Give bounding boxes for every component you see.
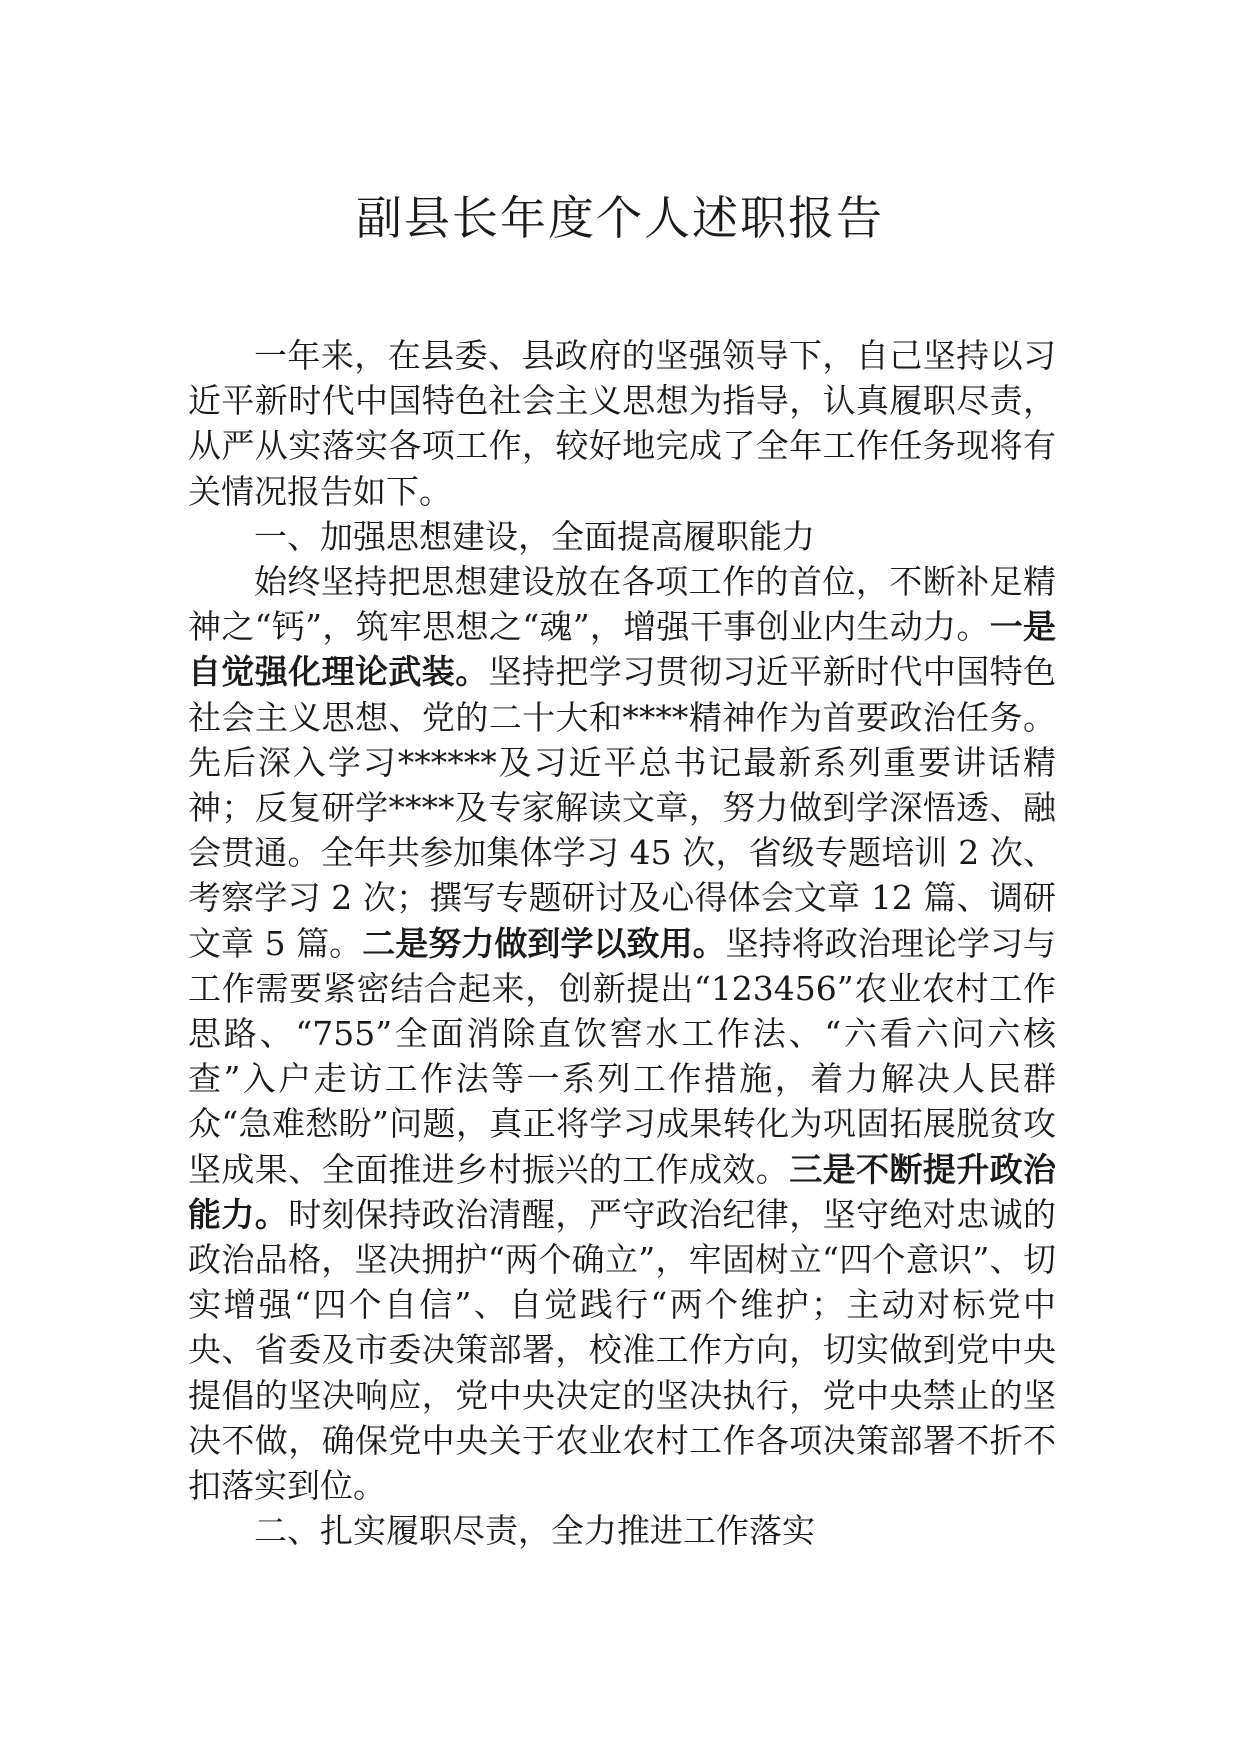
point-1-title: 一是自觉强化理论武装。 bbox=[188, 607, 1057, 692]
intro-paragraph: 一年来，在县委、县政府的坚强领导下，自己坚持以习近平新时代中国特色社会主义思想为指导，认真履职尽责，从严从实落实各项工作，较好地完成了全年工作任务现将有关情况报告如下。 bbox=[188, 336, 1056, 511]
section-1-lead: 始终坚持把思想建设放在各项工作的首位，不断补足精神之“钙”，筑牢思想之“魂”，增强干事创业内生动力。 bbox=[188, 562, 1056, 647]
point-2-text: 坚持将政治理论学习与工作需要紧密结合起来，创新提出“123456”农业农村工作思路、“755”全面消除直饮窖水工作法、“六看六问六核查”入户走访工作法等一系列工作措施，着力解决人民群众“急难愁盼”问题，真正将学习成果转化为巩固拓展脱贫攻坚成果、全面推进乡村振兴的工作成效。 bbox=[188, 923, 1057, 1189]
point-3-title: 三是不断提升政治能力。 bbox=[188, 1149, 1057, 1234]
section-1-paragraph bbox=[188, 559, 1056, 1508]
document-title: 副县长年度个人述职报告 bbox=[356, 191, 884, 245]
section-1-heading: 一、加强思想建设，全面提高履职能力 bbox=[254, 516, 815, 556]
section-2-heading: 二、扎实履职尽责，全力推进工作落实 bbox=[254, 1511, 815, 1551]
document-body bbox=[188, 333, 1056, 1553]
point-3-text: 时刻保持政治清醒，严守政治纪律，坚守绝对忠诚的政治品格，坚决拥护“两个确立”，牢固树立“四个意识”、切实增强“四个自信”、自觉践行“两个维护；主动对标党中央、省委及市委决策部署，校准工作方向，切实做到党中央提倡的坚决响应，党中央决定的坚决执行，党中央禁止的坚决不做，确保党中央关于农业农村工作各项决策部署不折不扣落实到位。 bbox=[188, 1194, 1057, 1506]
point-2-title: 二是努力做到学以致用。 bbox=[362, 923, 726, 963]
point-1-text: 坚持把学习贯彻习近平新时代中国特色社会主义思想、党的二十大和****精神作为首要政治任务。先后深入学习******及习近平总书记最新系列重要讲话精神；反复研学****及专家解读文章，努力做到学深悟透、融会贯通。全年共参加集体学习 45 次，省级专题培训 2 次、考察学习 2 次；撰写专题研讨及心得体会文章 12 篇、调研文章 5 篇。 bbox=[188, 652, 1057, 963]
